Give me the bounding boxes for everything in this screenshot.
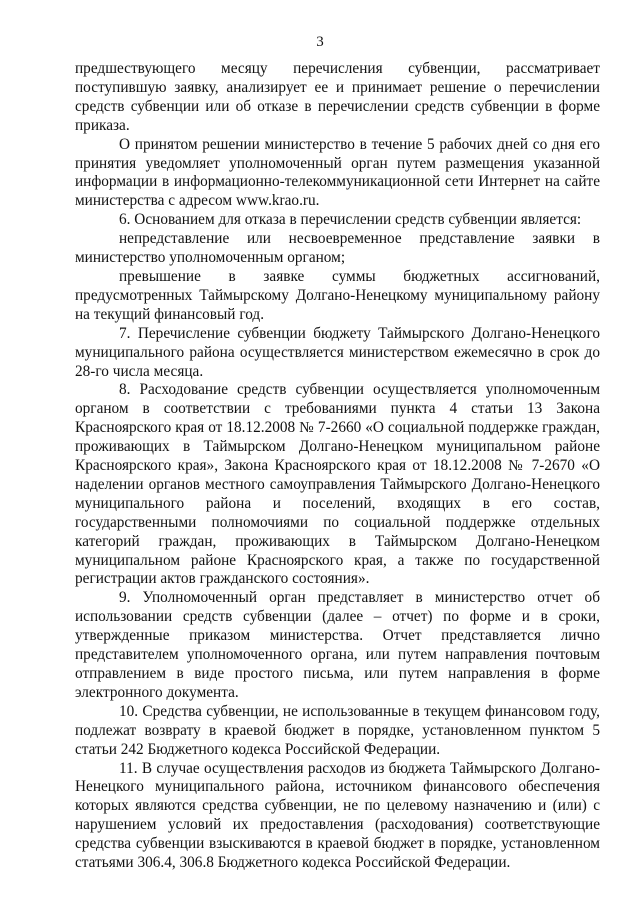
paragraph: 8. Расходование средств субвенции осуществляется уполномоченным органом в соответствии с требованиями пункта 4 статьи 13 Закона Красноярского края от 18.12.2008 № 7-2660 «О социальной поддержке граждан, проживающих в Таймырском Долгано-Ненецком муниципальном районе Красноярского края», Закона Красноярского края от 18.12.2008 № 7-2670 «О наделении органов местного самоуправления Таймырского Долгано-Ненецкого муниципального района и поселений, входящих в его состав, государственными полномочиями по социальной поддержке отдельных категорий граждан, проживающих в Таймырском Долгано-Ненецком муниципальном районе Красноярского края, а также по государственной регистрации актов гражданского состояния». (75, 381, 600, 588)
paragraph: предшествующего месяцу перечисления субвенции, рассматривает поступившую заявку, анализирует ее и принимает решение о перечислении средств субвенции или об отказе в перечислении средств субвенции в форме приказа. (75, 60, 600, 134)
paragraph: О принятом решении министерство в течение 5 рабочих дней со дня его принятия уведомляет уполномоченный орган путем размещения указанной информации в информационно-телекоммуникационной сети Интернет на сайте министерства с адресом www.krao.ru. (75, 135, 600, 210)
paragraph: непредставление или несвоевременное представление заявки в министерство уполномоченным органом; (75, 230, 600, 267)
paragraph: 11. В случае осуществления расходов из бюджета Таймырского Долгано-Ненецкого муниципального района, источником финансового обеспечения которых являются средства субвенции, не по целевому назначению и (или) с нарушением условий их предоставления (расходования) соответствующие средства субвенции взыскиваются в краевой бюджет в порядке, установленном статьями 306.4, 306.8 Бюджетного кодекса Российской Федерации. (75, 759, 600, 872)
page-number: 3 (316, 34, 324, 50)
paragraph: превышение в заявке суммы бюджетных ассигнований, предусмотренных Таймырскому Долгано-Ненецкому муниципальному району на текущий финансовый год. (75, 267, 600, 323)
paragraph: 7. Перечисление субвенции бюджету Таймырского Долгано-Ненецкого муниципального района осуществляется министерством ежемесячно в срок до 28-го числа месяца. (75, 324, 600, 380)
paragraph: 6. Основанием для отказа в перечислении средств субвенции является: (119, 211, 582, 229)
paragraph: 9. Уполномоченный орган представляет в министерство отчет об использовании средств субвенции (далее – отчет) по форме и в сроки, утвержденные приказом министерства. Отчет представляется лично представителем уполномоченного органа, или путем направления почтовым отправлением в виде простого письма, или путем направления в форме электронного документа. (75, 589, 600, 701)
paragraph: 10. Средства субвенции, не использованные в текущем финансовом году, подлежат возврату в краевой бюджет в порядке, установленном пунктом 5 статьи 242 Бюджетного кодекса Российской Федерации. (75, 702, 600, 758)
document-body (75, 60, 600, 873)
